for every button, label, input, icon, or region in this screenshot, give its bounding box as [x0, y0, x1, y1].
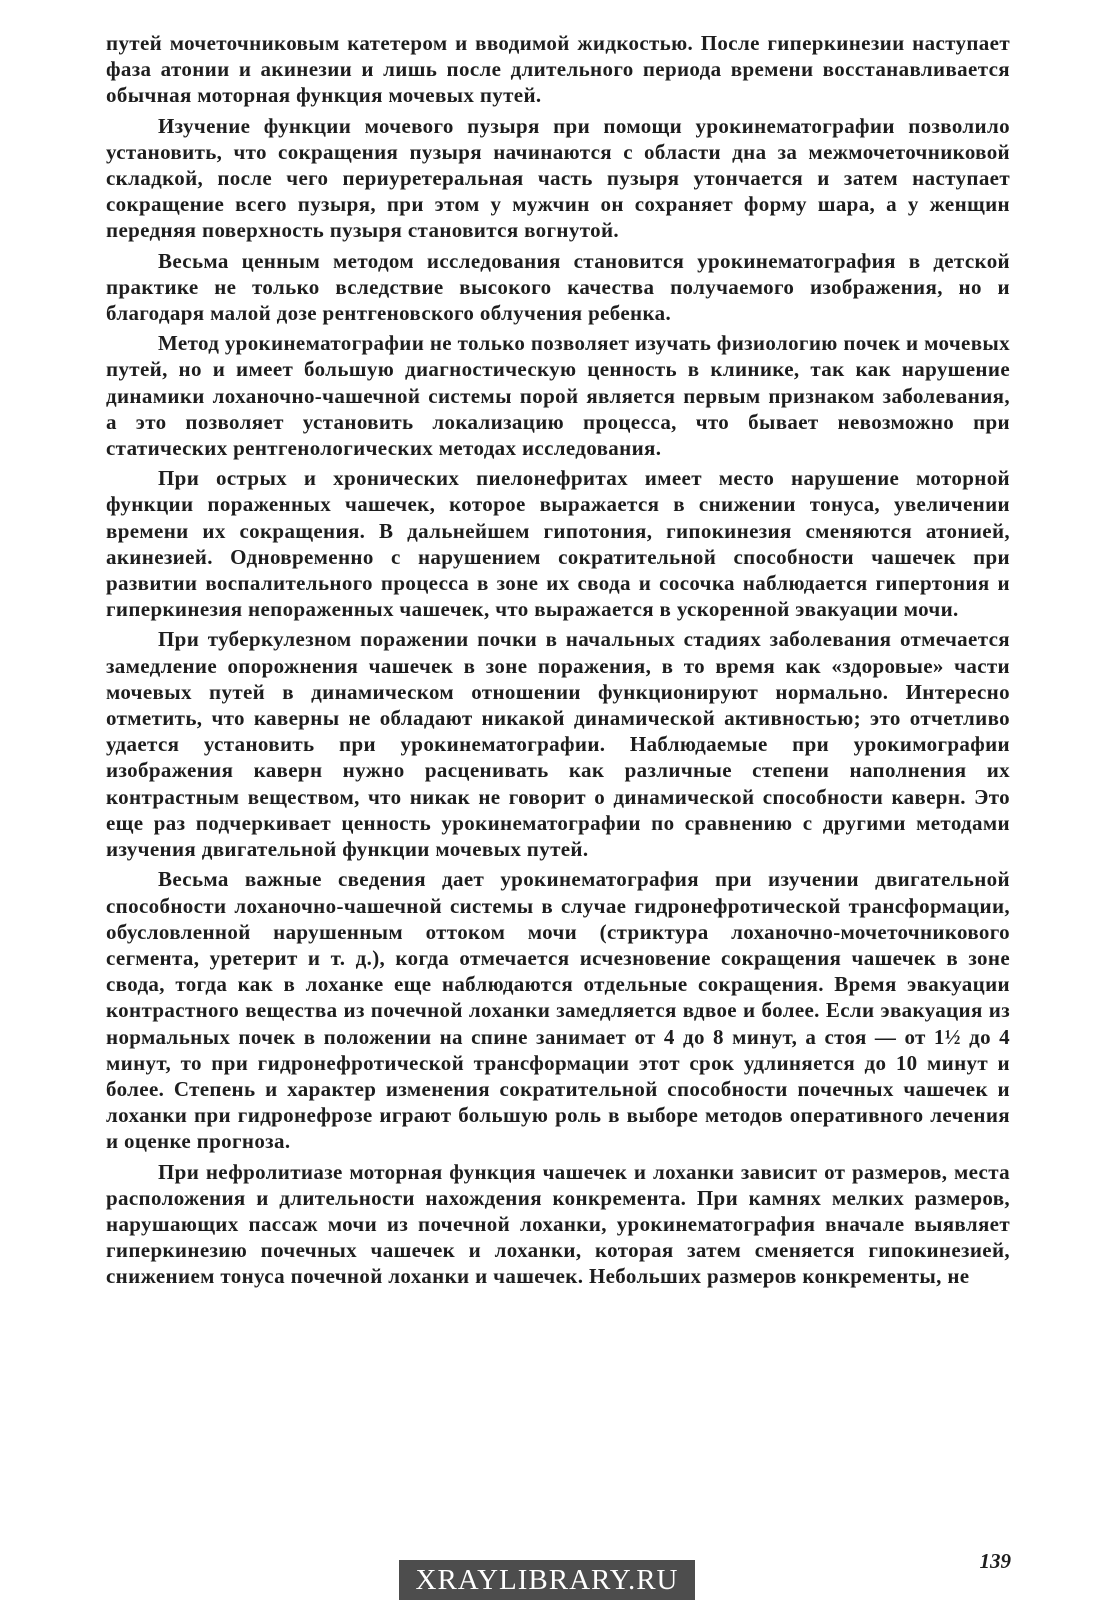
- paragraph-5: При острых и хронических пиелонефритах имеет место нарушение моторной функции пораженных чашечек, которое выражается в снижении тонуса, увеличении времени их сокращения. В дальнейшем гипотония, гипокинезия сменяются атонией, акинезией. Одновременно с нарушением сократительной способности чашечек при развитии воспалительного процесса в зоне их свода и сосочка наблюдается гипертония и гиперкинезия непораженных чашечек, что выражается в ускоренной эвакуации мочи.: [106, 466, 1010, 622]
- paragraph-4: Метод урокинематографии не только позволяет изучать физиологию почек и мочевых путей, но и имеет большую диагностическую ценность в клинике, так как нарушение динамики лоханочно-чашечной системы порой является первым признаком заболевания, а это позволяет установить локализацию процесса, что бывает невозможно при статических рентгенологических методах исследования.: [106, 331, 1010, 461]
- document-page: [106, 30, 1010, 1294]
- paragraph-1: путей мочеточниковым катетером и вводимой жидкостью. После гиперкинезии наступает фаза атонии и акинезии и лишь после длительного периода времени восстанавливается обычная моторная функция мочевых путей.: [106, 31, 1010, 108]
- paragraph-2: Изучение функции мочевого пузыря при помощи урокинематографии позволило установить, что сокращения пузыря начинаются с области дна за межмочеточниковой складкой, после чего периуретеральная часть пузыря утончается и затем наступает сокращение всего пузыря, при этом у мужчин он сохраняет форму шара, а у женщин передняя поверхность пузыря становится вогнутой.: [106, 113, 1010, 243]
- paragraph-7: Весьма важные сведения дает урокинематография при изучении двигательной способности лоханочно-чашечной системы в случае гидронефротической трансформации, обусловленной нарушенным оттоком мочи (стриктура лоханочно-мочеточникового сегмента, уретерит и т. д.), когда отмечается исчезновение сокращения чашечек в зоне свода, тогда как в лоханке еще наблюдаются отдельные сокращения. Время эвакуации контрастного вещества из почечной лоханки замедляется вдвое и более. Если эвакуация из нормальных почек в положении на спине занимает от 4 до 8 минут, а стоя — от 1½ до 4 минут, то при гидронефротической трансформации этот срок удлиняется до 10 минут и более. Степень и характер изменения сократительной способности почечных чашечек и лоханки при гидронефрозе играют большую роль в выборе методов оперативного лечения и оценке прогноза.: [106, 867, 1010, 1154]
- paragraph-6: При туберкулезном поражении почки в начальных стадиях заболевания отмечается замедление опорожнения чашечек в зоне поражения, в то время как «здоровые» части мочевых путей в динамическом отношении функционируют нормально. Интересно отметить, что каверны не обладают никакой динамической активностью; это отчетливо удается установить при урокинематографии. Наблюдаемые при урокимографии изображения каверн нужно расценивать как различные степени наполнения их контрастным веществом, что никак не говорит о динамической способности каверн. Это еще раз подчеркивает ценность урокинематографии по сравнению с другими методами изучения двигательной функции мочевых путей.: [106, 627, 1010, 862]
- page-number: 139: [979, 1549, 1011, 1573]
- paragraph-8: При нефролитиазе моторная функция чашечек и лоханки зависит от размеров, места расположения и длительности нахождения конкремента. При камнях мелких размеров, нарушающих пассаж мочи из почечной лоханки, урокинематография вначале выявляет гиперкинезию почечных чашечек и лоханки, которая затем сменяется гипокинезией, снижением тонуса почечной лоханки и чашечек. Небольших размеров конкременты, не: [106, 1159, 1010, 1289]
- paragraph-3: Весьма ценным методом исследования становится урокинематография в детской практике не только вследствие высокого качества получаемого изображения, но и благодаря малой дозе рентгеновского облучения ребенка.: [106, 248, 1010, 326]
- watermark-banner: XRAYLIBRARY.RU: [399, 1560, 695, 1600]
